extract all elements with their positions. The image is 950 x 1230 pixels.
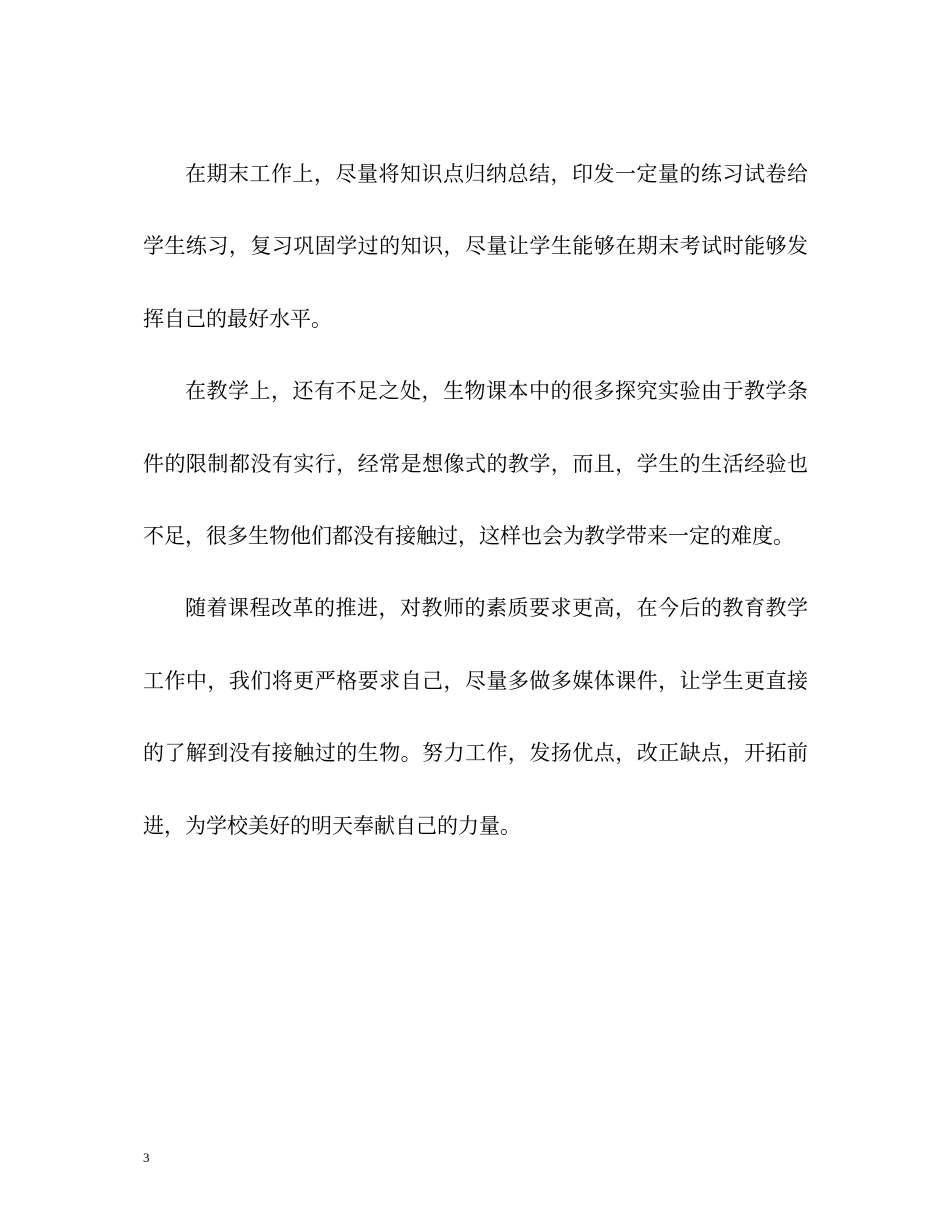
paragraph-final-exam-work: 在期末工作上，尽量将知识点归纳总结，印发一定量的练习试卷给学生练习，复习巩固学过的知识，尽量让学生能够在期末考试时能够发挥自己的最好水平。 xyxy=(143,162,808,331)
paragraph-teaching-shortcomings: 在教学上，还有不足之处，生物课本中的很多探究实验由于教学条件的限制都没有实行，经常是想像式的教学，而且，学生的生活经验也不足，很多生物他们都没有接触过，这样也会为教学带来一定的难度。 xyxy=(143,379,808,549)
document-body xyxy=(143,138,808,862)
paragraph-future-plans: 随着课程改革的推进，对教师的素质要求更高，在今后的教育教学工作中，我们将更严格要求自己，尽量多做多媒体课件，让学生更直接的了解到没有接触过的生物。努力工作，发扬优点，改正缺点，开拓前进，为学校美好的明天奉献自己的力量。 xyxy=(143,596,808,838)
page-number: 3 xyxy=(143,1150,150,1165)
